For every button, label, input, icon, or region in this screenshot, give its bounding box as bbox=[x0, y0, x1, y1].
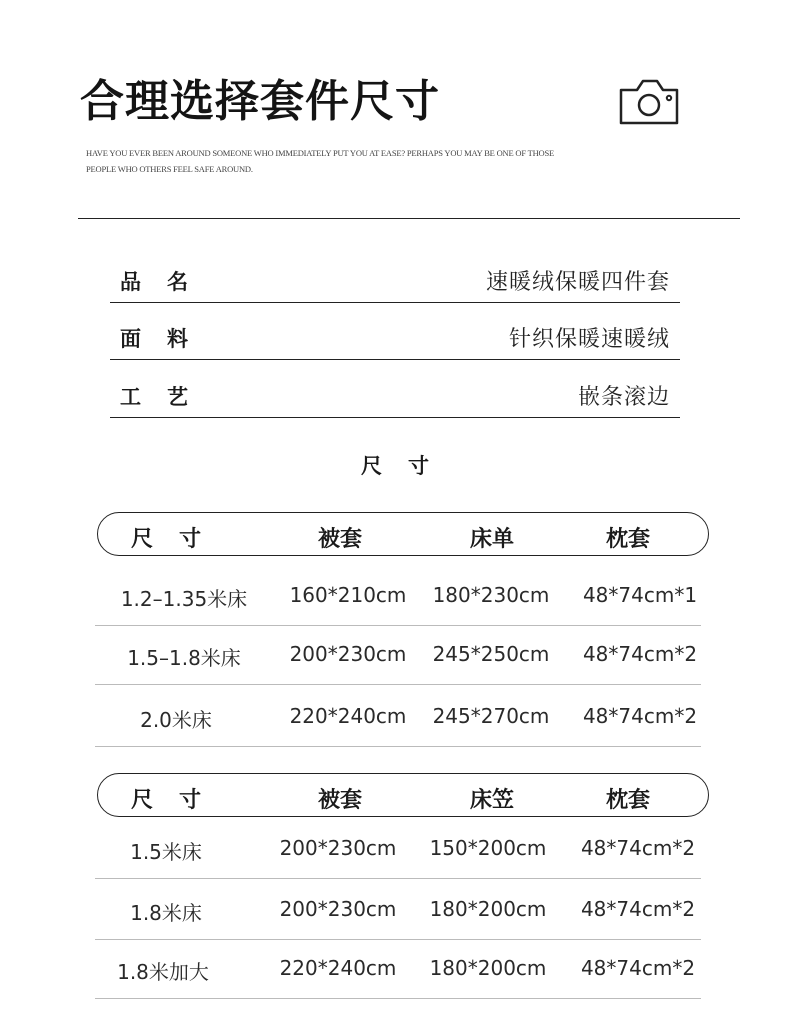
table1-header bbox=[97, 512, 709, 556]
cell-size: 1.5米床 bbox=[130, 840, 202, 864]
cell-duvet: 200*230cm bbox=[279, 897, 397, 921]
cell-pillowcase: 48*74cm*2 bbox=[580, 836, 696, 860]
cell-size: 1.2–1.35米床 bbox=[120, 587, 248, 611]
table-row bbox=[95, 940, 701, 999]
cell-sheet: 180*230cm bbox=[432, 583, 550, 607]
cell-size: 2.0米床 bbox=[140, 708, 212, 732]
cell-duvet: 220*240cm bbox=[289, 704, 407, 728]
spec-label: 品名 bbox=[120, 270, 214, 294]
cell-fitted-sheet: 180*200cm bbox=[429, 956, 547, 980]
table-row bbox=[95, 688, 701, 747]
camera-icon bbox=[617, 78, 681, 126]
spec-label: 面料 bbox=[120, 327, 214, 351]
header-duvet: 被套 bbox=[317, 527, 363, 552]
cell-duvet: 200*230cm bbox=[289, 642, 407, 666]
spec-row-fabric bbox=[110, 302, 680, 360]
cell-pillowcase: 48*74cm*2 bbox=[582, 642, 698, 666]
table2-header bbox=[97, 773, 709, 817]
cell-pillowcase: 48*74cm*2 bbox=[580, 897, 696, 921]
cell-size: 1.8米加大 bbox=[117, 960, 209, 984]
size-heading: 尺寸 bbox=[361, 454, 455, 478]
cell-fitted-sheet: 150*200cm bbox=[429, 836, 547, 860]
spec-value: 速暖绒保暖四件套 bbox=[485, 270, 670, 295]
header-sheet: 床单 bbox=[469, 527, 515, 552]
spec-value: 针织保暖速暖绒 bbox=[508, 327, 670, 352]
table-row bbox=[95, 881, 701, 940]
cell-fitted-sheet: 180*200cm bbox=[429, 897, 547, 921]
header-pillowcase: 枕套 bbox=[605, 527, 651, 552]
cell-duvet: 160*210cm bbox=[289, 583, 407, 607]
spec-row-craft bbox=[110, 360, 680, 418]
table-row bbox=[95, 626, 701, 685]
cell-size: 1.8米床 bbox=[130, 901, 202, 925]
cell-size: 1.5–1.8米床 bbox=[127, 646, 241, 670]
page-subtitle: HAVE YOU EVER BEEN AROUND SOMEONE WHO IMMEDIATELY PUT YOU AT EASE? PERHAPS YOU MAY BE ONE OF THOSE PEOPLE WHO OTHERS FEEL SAFE AROUND. bbox=[86, 148, 555, 174]
page-title: 合理选择套件尺寸 bbox=[80, 76, 440, 127]
header-fitted-sheet: 床笠 bbox=[469, 788, 515, 813]
cell-pillowcase: 48*74cm*1 bbox=[582, 583, 698, 607]
header-pillowcase: 枕套 bbox=[605, 788, 651, 813]
header-size: 尺寸 bbox=[130, 527, 228, 552]
cell-pillowcase: 48*74cm*2 bbox=[582, 704, 698, 728]
table-row bbox=[95, 820, 701, 879]
cell-duvet: 200*230cm bbox=[279, 836, 397, 860]
header-duvet: 被套 bbox=[317, 788, 363, 813]
cell-duvet: 220*240cm bbox=[279, 956, 397, 980]
cell-sheet: 245*250cm bbox=[432, 642, 550, 666]
table-row bbox=[95, 567, 701, 626]
spec-row-name bbox=[110, 245, 680, 303]
spec-label: 工艺 bbox=[120, 385, 214, 409]
cell-sheet: 245*270cm bbox=[432, 704, 550, 728]
cell-pillowcase: 48*74cm*2 bbox=[580, 956, 696, 980]
header-size: 尺寸 bbox=[130, 788, 228, 813]
spec-value: 嵌条滚边 bbox=[577, 385, 670, 410]
header-divider bbox=[78, 218, 740, 219]
